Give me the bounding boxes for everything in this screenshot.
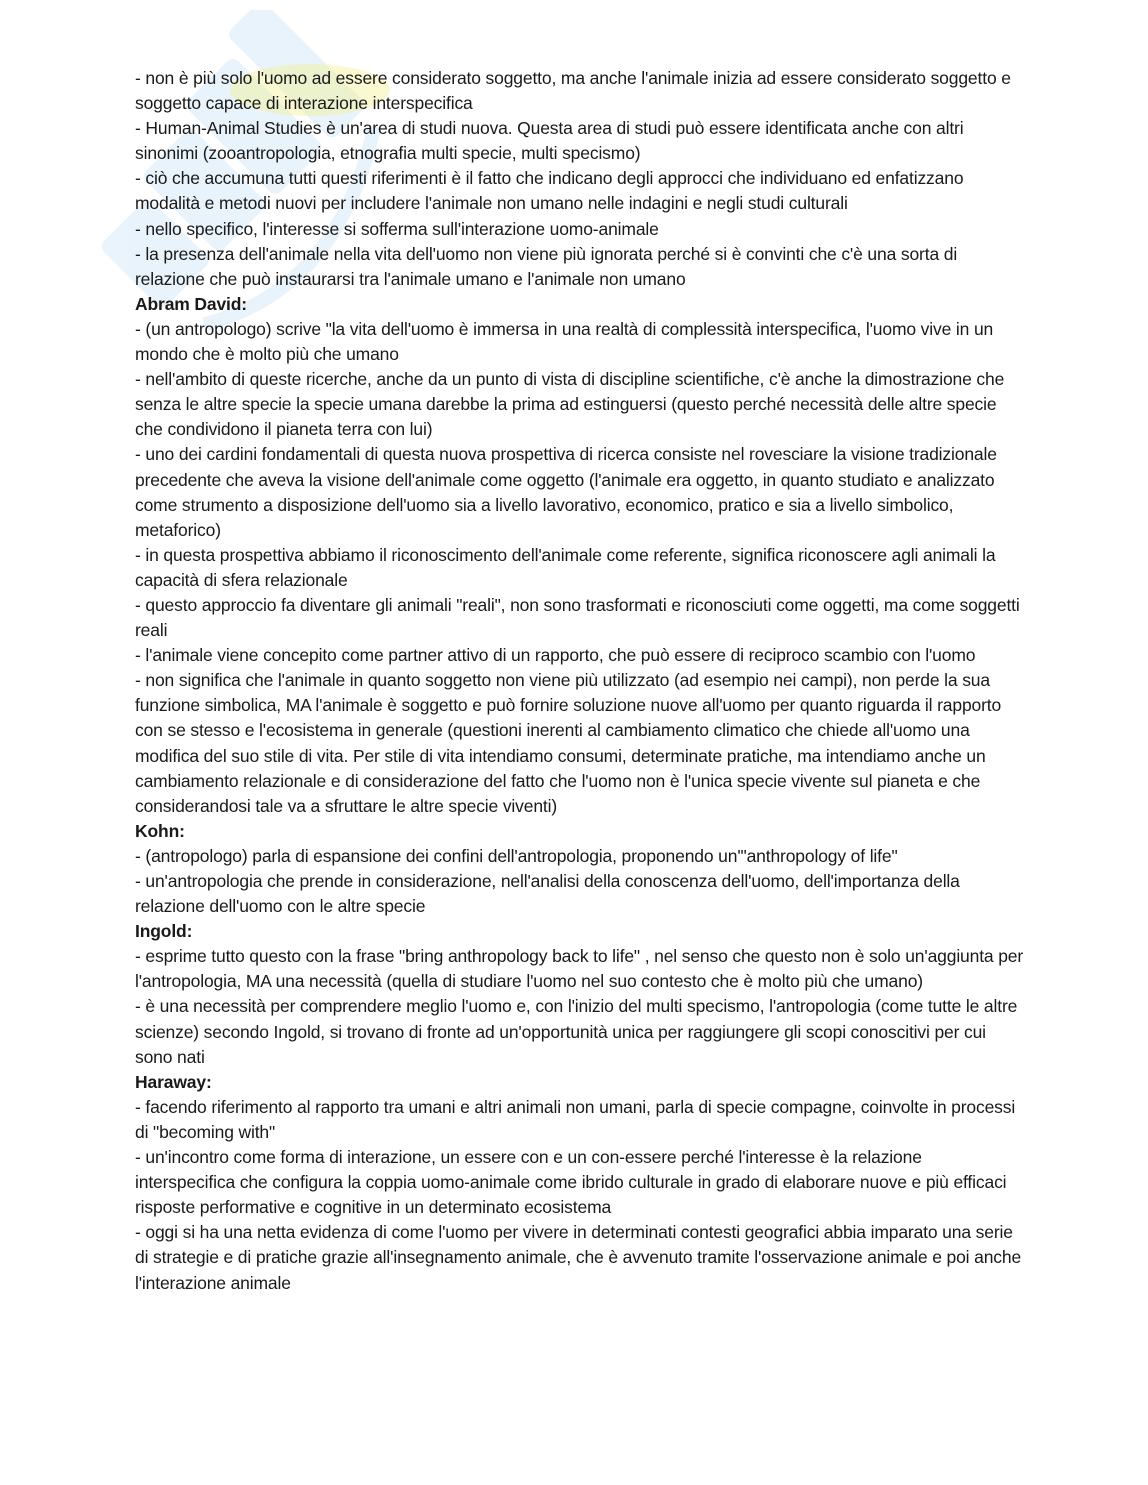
text-paragraph: - (un antropologo) scrive "la vita dell'uomo è immersa in una realtà di complessità interspecifica, l'uomo vive in un mondo che è molto più che umano bbox=[135, 318, 998, 365]
text-paragraph: - l'animale viene concepito come partner attivo di un rapporto, che può essere di reciproco scambio con l'uomo bbox=[135, 645, 976, 666]
text-paragraph: - un'antropologia che prende in considerazione, nell'analisi della conoscenza dell'uomo, dell'importanza della relazione dell'uomo con le altre specie bbox=[135, 871, 965, 917]
text-paragraph: - uno dei cardini fondamentali di questa nuova prospettiva di ricerca consiste nel rovesciare la visione tradizionale precedente che aveva la visione dell'animale come oggetto (l'animale era oggetto, in quanto studiato e analizzato come strumento a disposizione dell'uomo sia a livello lavorativo, economico, pratico e sia a livello simbolico, metaforico) bbox=[135, 444, 1002, 540]
text-paragraph: - oggi si ha una netta evidenza di come l'uomo per vivere in determinati contesti geografici abbia imparato una serie di strategie e di pratiche grazie all'insegnamento animale, che è avvenuto tramite l'osservazione animale e poi anche l'interazione animale bbox=[135, 1222, 1026, 1293]
text-paragraph: - non è più solo l'uomo ad essere considerato soggetto, ma anche l'animale inizia ad essere considerato soggetto e soggetto capace di interazione interspecifica bbox=[135, 68, 1016, 114]
text-paragraph: - (antropologo) parla di espansione dei confini dell'antropologia, proponendo un'"anthropology of life" bbox=[135, 845, 898, 866]
text-paragraph: - ciò che accumuna tutti questi riferimenti è il fatto che indicano degli approcci che individuano ed enfatizzano modalità e metodi nuovi per includere l'animale non umano nelle indagini e negli studi culturali bbox=[135, 168, 969, 214]
document-body bbox=[135, 66, 1028, 1296]
text-paragraph: - non significa che l'animale in quanto soggetto non viene più utilizzato (ad esempio nei campi), non perde la sua funzione simbolica, MA l'animale è soggetto e può fornire soluzione nuove all'uomo per quanto riguarda il rapporto con se stesso e l'ecosistema in generale (questioni inerenti al cambiamento climatico che chiede all'uomo una modifica del suo stile di vita. Per stile di vita intendiamo consumi, determinate pratiche, ma intendiamo anche un cambiamento relazionale e di considerazione del fatto che l'uomo non è l'unica specie vivente sul pianeta e che considerandosi tale va a sfruttare le altre specie viventi) bbox=[135, 670, 1006, 816]
section-heading: Kohn: bbox=[135, 820, 185, 841]
text-paragraph: - è una necessità per comprendere meglio l'uomo e, con l'inizio del multi specismo, l'antropologia (come tutte le altre scienze) secondo Ingold, si trovano di fronte ad un'opportunità unica per raggiungere gli scopi conoscitivi per cui sono nati bbox=[135, 996, 1022, 1067]
text-paragraph: - questo approccio fa diventare gli animali "reali", non sono trasformati e riconosciuti come oggetti, ma come soggetti reali bbox=[135, 594, 1025, 641]
text-paragraph: - facendo riferimento al rapporto tra umani e altri animali non umani, parla di specie compagne, coinvolte in processi di "becoming with" bbox=[135, 1096, 1020, 1142]
text-paragraph: - nello specifico, l'interesse si sofferma sull'interazione uomo-animale bbox=[135, 218, 659, 239]
text-paragraph: - la presenza dell'animale nella vita dell'uomo non viene più ignorata perché si è convinti che c'è una sorta di relazione che può instaurarsi tra l'animale umano e l'animale non umano bbox=[135, 243, 962, 289]
section-heading: Abram David: bbox=[135, 293, 247, 314]
text-paragraph: - esprime tutto questo con la frase "bring anthropology back to life" , nel senso che questo non è solo un'aggiunta per l'antropologia, MA una necessità (quella di studiare l'uomo nel suo contesto che è molto più che umano) bbox=[135, 946, 1028, 992]
section-heading: Ingold: bbox=[135, 921, 193, 942]
section-heading: Haraway: bbox=[135, 1071, 212, 1092]
text-paragraph: - un'incontro come forma di interazione, un essere con e un con-essere perché l'interesse è la relazione interspecifica che configura la coppia uomo-animale come ibrido culturale in grado di elaborare nuove e più efficaci risposte performative e cognitive in un determinato ecosistema bbox=[135, 1147, 1012, 1218]
text-paragraph: - Human-Animal Studies è un'area di studi nuova. Questa area di studi può essere identificata anche con altri sinonimi (zooantropologia, etnografia multi specie, multi specismo) bbox=[135, 118, 969, 164]
text-paragraph: - nell'ambito di queste ricerche, anche da un punto di vista di discipline scientifiche, c'è anche la dimostrazione che senza le altre specie la specie umana darebbe la prima ad estinguersi (questo perché necessità delle altre specie che condividono il pianeta terra con lui) bbox=[135, 369, 1009, 440]
text-paragraph: - in questa prospettiva abbiamo il riconoscimento dell'animale come referente, significa riconoscere agli animali la capacità di sfera relazionale bbox=[135, 544, 1001, 590]
